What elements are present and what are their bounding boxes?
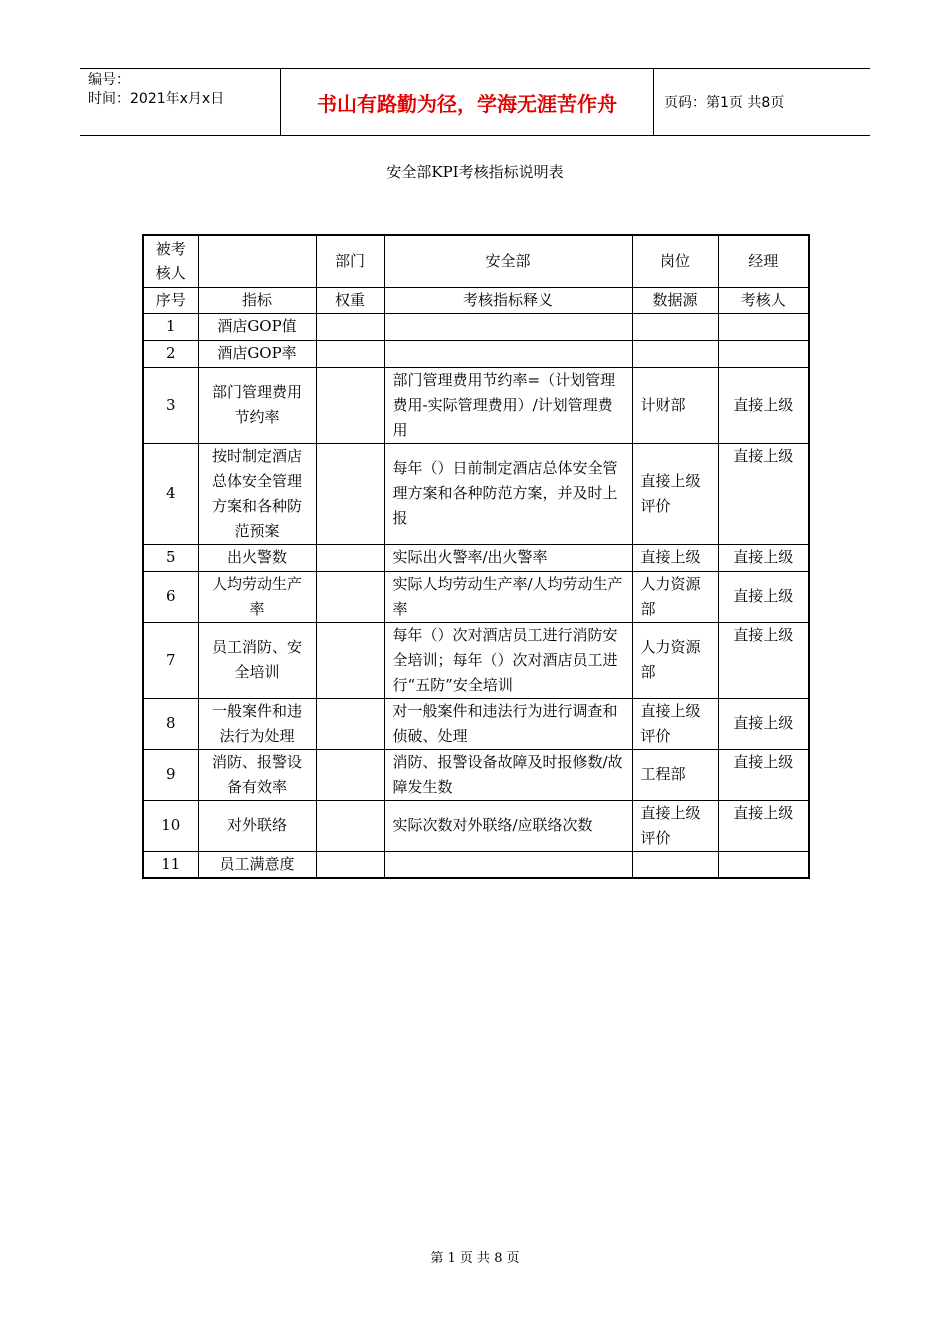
row-source: 直接上级	[632, 544, 718, 571]
row-source	[632, 313, 718, 340]
row-assessor: 直接上级	[718, 749, 809, 800]
assessee-value	[198, 235, 316, 287]
row-indicator: 按时制定酒店总体安全管理方案和各种防范预案	[198, 443, 316, 544]
row-indicator: 员工消防、安全培训	[198, 622, 316, 698]
row-source: 人力资源部	[632, 571, 718, 622]
row-assessor: 直接上级	[718, 622, 809, 698]
row-weight	[316, 749, 384, 800]
row-indicator: 酒店GOP率	[198, 340, 316, 367]
row-weight	[316, 851, 384, 878]
row-assessor	[718, 313, 809, 340]
header-motto: 书山有路勤为径，学海无涯苦作舟	[317, 91, 617, 116]
row-no: 6	[143, 571, 198, 622]
table-row	[143, 622, 809, 698]
row-indicator: 酒店GOP值	[198, 313, 316, 340]
row-assessor: 直接上级	[718, 544, 809, 571]
row-definition: 实际次数对外联络/应联络次数	[384, 800, 632, 851]
assessee-label: 被考核人	[143, 235, 198, 287]
row-weight	[316, 622, 384, 698]
col-header-assessor: 考核人	[718, 287, 809, 313]
row-definition: 每年（）日前制定酒店总体安全管理方案和各种防范方案，并及时上报	[384, 443, 632, 544]
table-row	[143, 367, 809, 443]
page-header	[80, 68, 870, 136]
row-source: 直接上级评价	[632, 443, 718, 544]
col-header-indicator: 指标	[198, 287, 316, 313]
row-source	[632, 851, 718, 878]
row-definition: 部门管理费用节约率=（计划管理费用-实际管理费用）/计划管理费用	[384, 367, 632, 443]
row-assessor: 直接上级	[718, 367, 809, 443]
row-source: 工程部	[632, 749, 718, 800]
row-weight	[316, 443, 384, 544]
row-source: 直接上级评价	[632, 698, 718, 749]
row-definition	[384, 313, 632, 340]
kpi-table	[142, 234, 810, 879]
row-source: 人力资源部	[632, 622, 718, 698]
row-definition	[384, 340, 632, 367]
row-indicator: 一般案件和违法行为处理	[198, 698, 316, 749]
row-assessor: 直接上级	[718, 443, 809, 544]
col-header-definition: 考核指标释义	[384, 287, 632, 313]
row-weight	[316, 698, 384, 749]
row-indicator: 人均劳动生产率	[198, 571, 316, 622]
row-no: 2	[143, 340, 198, 367]
row-no: 4	[143, 443, 198, 544]
table-row	[143, 443, 809, 544]
header-page-info: 页码：第1页 共8页	[664, 95, 785, 111]
col-header-source: 数据源	[632, 287, 718, 313]
table-row	[143, 340, 809, 367]
row-assessor: 直接上级	[718, 571, 809, 622]
row-weight	[316, 571, 384, 622]
row-definition: 每年（）次对酒店员工进行消防安全培训；每年（）次对酒店员工进行“五防”安全培训	[384, 622, 632, 698]
row-indicator: 出火警数	[198, 544, 316, 571]
dept-label: 部门	[316, 235, 384, 287]
row-source: 直接上级评价	[632, 800, 718, 851]
info-row	[143, 235, 809, 287]
row-definition: 实际出火警率/出火警率	[384, 544, 632, 571]
document-title: 安全部KPI考核指标说明表	[386, 163, 564, 181]
header-motto-cell	[281, 69, 654, 135]
row-assessor	[718, 340, 809, 367]
row-weight	[316, 367, 384, 443]
row-no: 7	[143, 622, 198, 698]
row-no: 5	[143, 544, 198, 571]
table-row	[143, 749, 809, 800]
col-header-weight: 权重	[316, 287, 384, 313]
row-assessor: 直接上级	[718, 800, 809, 851]
row-definition: 实际人均劳动生产率/人均劳动生产率	[384, 571, 632, 622]
table-header-row	[143, 287, 809, 313]
row-indicator: 部门管理费用节约率	[198, 367, 316, 443]
header-time: 时间：2021年x月x日	[88, 91, 225, 107]
post-value: 经理	[718, 235, 809, 287]
row-no: 1	[143, 313, 198, 340]
table-row	[143, 698, 809, 749]
row-no: 3	[143, 367, 198, 443]
table-row	[143, 544, 809, 571]
row-source	[632, 340, 718, 367]
row-definition	[384, 851, 632, 878]
header-number: 编号：	[88, 72, 130, 88]
table-row	[143, 571, 809, 622]
table-row	[143, 851, 809, 878]
row-definition: 对一般案件和违法行为进行调查和侦破、处理	[384, 698, 632, 749]
row-assessor: 直接上级	[718, 698, 809, 749]
row-indicator: 消防、报警设备有效率	[198, 749, 316, 800]
page-footer: 第 1 页 共 8 页	[430, 1251, 520, 1266]
row-source: 计财部	[632, 367, 718, 443]
row-no: 8	[143, 698, 198, 749]
post-label: 岗位	[632, 235, 718, 287]
row-assessor	[718, 851, 809, 878]
row-no: 10	[143, 800, 198, 851]
row-weight	[316, 313, 384, 340]
row-definition: 消防、报警设备故障及时报修数/故障发生数	[384, 749, 632, 800]
table-row	[143, 313, 809, 340]
row-weight	[316, 340, 384, 367]
table-row	[143, 800, 809, 851]
row-indicator: 员工满意度	[198, 851, 316, 878]
row-weight	[316, 800, 384, 851]
row-no: 11	[143, 851, 198, 878]
dept-value: 安全部	[384, 235, 632, 287]
row-no: 9	[143, 749, 198, 800]
row-weight	[316, 544, 384, 571]
row-indicator: 对外联络	[198, 800, 316, 851]
col-header-no: 序号	[143, 287, 198, 313]
header-meta	[80, 69, 281, 135]
